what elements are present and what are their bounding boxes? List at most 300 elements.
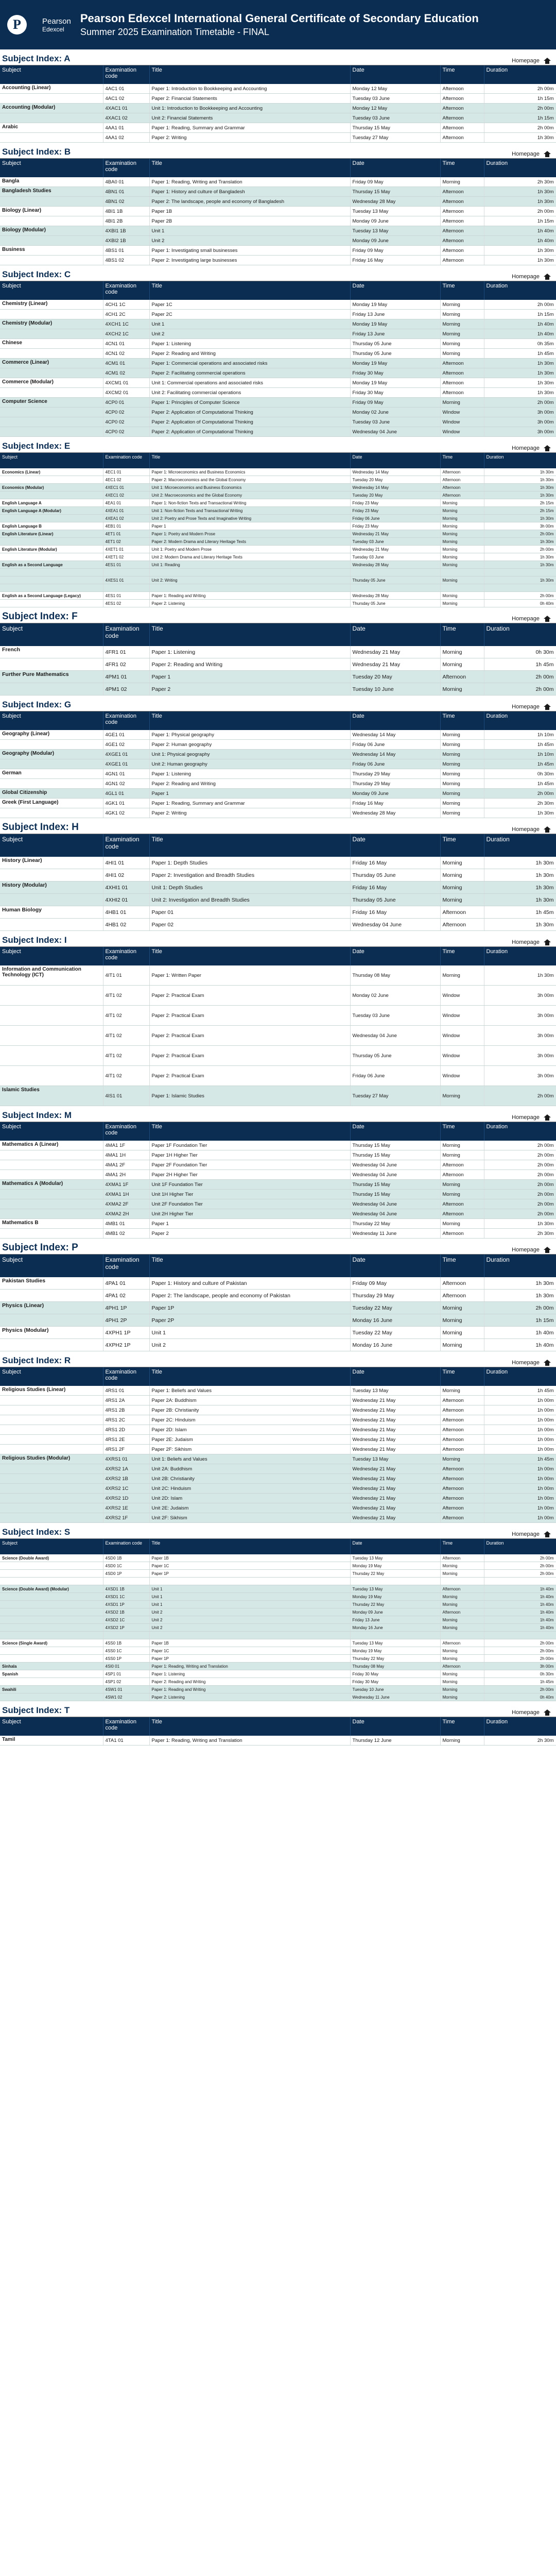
duration-cell: 1h 30m	[484, 869, 556, 882]
pearson-p-icon: P	[7, 15, 27, 35]
title-cell: Paper 2P	[149, 1314, 350, 1327]
table-row	[0, 1425, 556, 1435]
table-row	[0, 359, 556, 368]
subject-cell	[0, 1593, 103, 1601]
table-row	[0, 683, 556, 696]
title-cell: Paper 1: Microeconomics and Business Economics	[149, 468, 350, 476]
section-title: Subject Index: M	[2, 1110, 72, 1120]
subject-cell: Commerce (Linear)	[0, 359, 103, 368]
date-cell: Friday 23 May	[350, 507, 440, 515]
table-row	[0, 1066, 556, 1086]
title-cell: Unit 2: Financial Statements	[149, 113, 350, 123]
homepage-link[interactable]	[512, 704, 551, 710]
title-cell: Unit 2A: Buddhism	[149, 1464, 350, 1474]
duration-cell: 1h 30m	[484, 378, 556, 388]
exam-code-cell: 4XRS2 1C	[103, 1484, 149, 1494]
column-header: Examination code	[103, 281, 149, 300]
table-row	[0, 553, 556, 561]
time-cell: Afternoon	[440, 246, 484, 256]
table-row	[0, 319, 556, 329]
title-cell: Paper 2: Financial Statements	[149, 94, 350, 104]
exam-code-cell: 4MA1 1H	[103, 1150, 149, 1160]
date-cell: Wednesday 21 May	[350, 646, 440, 658]
subject-cell	[0, 553, 103, 561]
homepage-link[interactable]	[512, 939, 551, 945]
subject-cell: Swahili	[0, 1686, 103, 1693]
time-cell: Morning	[440, 300, 484, 310]
exam-code-cell	[103, 584, 149, 592]
subject-cell: Bangla	[0, 177, 103, 187]
table-row	[0, 187, 556, 197]
subject-cell	[0, 759, 103, 769]
timetable-table	[0, 623, 556, 696]
table-header-row	[0, 65, 556, 84]
duration-cell: 1h 40m	[484, 1339, 556, 1351]
table-row	[0, 740, 556, 750]
time-cell: Afternoon	[440, 1425, 484, 1435]
title-cell: Paper 2: Writing	[149, 133, 350, 143]
time-cell: Morning	[440, 1141, 484, 1150]
subject-cell: Geography (Modular)	[0, 750, 103, 759]
duration-cell: 1h 30m	[484, 246, 556, 256]
exam-code-cell: 4XRS1 01	[103, 1454, 149, 1464]
time-cell: Window	[440, 1066, 484, 1086]
date-cell: Tuesday 27 May	[350, 1086, 440, 1106]
page-title: Pearson Edexcel International General Certificate of Secondary Education	[80, 12, 479, 25]
duration-cell: 1h 00m	[484, 1503, 556, 1513]
exam-code-cell: 4ET1 01	[103, 530, 149, 538]
exam-code-cell: 4EC1 02	[103, 476, 149, 484]
title-cell: Paper 2B	[149, 216, 350, 226]
subject-cell	[0, 1624, 103, 1632]
exam-code-cell: 4XSD1 1P	[103, 1601, 149, 1608]
time-cell: Afternoon	[440, 388, 484, 398]
duration-cell: 3h 00m	[484, 986, 556, 1006]
date-cell: Friday 16 May	[350, 906, 440, 919]
date-cell: Wednesday 21 May	[350, 1513, 440, 1523]
duration-cell: 1h 00m	[484, 1484, 556, 1494]
homepage-link[interactable]	[512, 151, 551, 157]
date-cell: Wednesday 21 May	[350, 1396, 440, 1405]
date-cell: Tuesday 13 May	[350, 226, 440, 236]
title-cell: Paper 2: Practical Exam	[149, 1026, 350, 1046]
date-cell: Wednesday 21 May	[350, 546, 440, 553]
date-cell: Wednesday 04 June	[350, 1170, 440, 1180]
column-header: Examination code	[103, 1539, 149, 1554]
duration-cell: 1h 30m	[484, 359, 556, 368]
subject-cell	[0, 1484, 103, 1494]
date-cell: Thursday 15 May	[350, 123, 440, 133]
column-header: Title	[149, 281, 350, 300]
exam-code-cell: 4XEA1 02	[103, 515, 149, 522]
table-row	[0, 671, 556, 683]
date-cell: Wednesday 04 June	[350, 1199, 440, 1209]
subject-cell: English as a Second Language (Legacy)	[0, 592, 103, 600]
homepage-link[interactable]	[512, 274, 551, 280]
title-cell: Paper 1: Introduction to Bookkeeping and Accounting	[149, 84, 350, 94]
table-row	[0, 1601, 556, 1608]
table-row	[0, 965, 556, 986]
table-row	[0, 530, 556, 538]
home-icon	[544, 274, 551, 280]
time-cell: Morning	[440, 1624, 484, 1632]
column-header: Examination code	[103, 623, 149, 646]
title-cell: Paper 1C	[149, 300, 350, 310]
date-cell: Thursday 05 June	[350, 349, 440, 359]
homepage-label: Homepage	[512, 704, 540, 710]
subject-index-section	[0, 54, 556, 143]
subject-index-section	[0, 822, 556, 931]
homepage-link[interactable]	[512, 826, 551, 833]
time-cell: Morning	[440, 600, 484, 607]
title-cell: Unit 2: Poetry and Prose Texts and Imaginative Writing	[149, 515, 350, 522]
subject-cell	[0, 94, 103, 104]
duration-cell: 1h 15m	[484, 216, 556, 226]
home-icon	[544, 616, 551, 622]
time-cell: Morning	[440, 658, 484, 671]
timetable-table	[0, 453, 556, 607]
column-header: Date	[350, 1539, 440, 1554]
title-cell: Paper 2: Listening	[149, 600, 350, 607]
exam-code-cell: 4CM1 02	[103, 368, 149, 378]
table-row	[0, 123, 556, 133]
subject-cell	[0, 919, 103, 931]
date-cell: Friday 30 May	[350, 388, 440, 398]
column-header: Date	[350, 623, 440, 646]
subject-cell	[0, 1170, 103, 1180]
exam-code-cell: 4GK1 01	[103, 799, 149, 808]
timetable-table	[0, 1367, 556, 1523]
date-cell: Monday 19 May	[350, 319, 440, 329]
duration-cell: 1h 00m	[484, 1396, 556, 1405]
table-row	[0, 538, 556, 546]
subject-cell	[0, 368, 103, 378]
table-row	[0, 1693, 556, 1701]
subject-cell	[0, 1570, 103, 1578]
title-cell: Paper 2: Listening	[149, 1693, 350, 1701]
title-cell	[149, 1632, 350, 1639]
homepage-label: Homepage	[512, 1709, 540, 1716]
title-cell: Unit 2: Modern Drama and Literary Heritage Texts	[149, 553, 350, 561]
duration-cell: 2h 00m	[484, 1655, 556, 1663]
date-cell: Wednesday 21 May	[350, 1474, 440, 1484]
subject-index-section	[0, 1355, 556, 1523]
duration-cell: 1h 45m	[484, 740, 556, 750]
duration-cell: 3h 00m	[484, 1066, 556, 1086]
title-cell: Paper 1: Reading, Writing and Translation	[149, 177, 350, 187]
title-cell: Paper 2: Human geography	[149, 740, 350, 750]
table-row	[0, 398, 556, 408]
exam-code-cell: 4RS1 2D	[103, 1425, 149, 1435]
title-cell: Unit 1	[149, 1593, 350, 1601]
title-cell: Paper 2F: Sikhism	[149, 1445, 350, 1454]
duration-cell: 2h 00m	[484, 1562, 556, 1570]
subject-cell	[0, 408, 103, 417]
exam-code-cell: 4SP1 01	[103, 1670, 149, 1678]
homepage-link[interactable]	[512, 616, 551, 622]
date-cell: Tuesday 03 June	[350, 1006, 440, 1026]
timetable-table	[0, 1255, 556, 1351]
table-row	[0, 522, 556, 530]
table-row	[0, 388, 556, 398]
duration-cell: 0h 35m	[484, 339, 556, 349]
title-cell: Unit 1: Non-fiction Texts and Transactional Writing	[149, 507, 350, 515]
homepage-link[interactable]	[512, 1709, 551, 1716]
column-header: Date	[350, 1717, 440, 1736]
subject-cell	[0, 515, 103, 522]
table-row	[0, 368, 556, 378]
date-cell: Wednesday 21 May	[350, 1464, 440, 1474]
table-row	[0, 1290, 556, 1302]
subject-index-section	[0, 700, 556, 818]
section-title-row	[0, 612, 556, 623]
column-header: Time	[440, 1122, 484, 1141]
column-header: Date	[350, 159, 440, 177]
title-cell: Unit 2E: Judaism	[149, 1503, 350, 1513]
subject-cell: Physics (Linear)	[0, 1302, 103, 1314]
duration-cell: 1h 15m	[484, 94, 556, 104]
duration-cell: 2h 00m	[484, 1209, 556, 1219]
exam-code-cell: 4XSD1 1C	[103, 1593, 149, 1601]
title-cell: Paper 2E: Judaism	[149, 1435, 350, 1445]
section-title: Subject Index: P	[2, 1242, 78, 1253]
duration-cell: 2h 00m	[484, 300, 556, 310]
subject-cell: Economics (Linear)	[0, 468, 103, 476]
homepage-link[interactable]	[512, 1360, 551, 1366]
date-cell: Monday 12 May	[350, 84, 440, 94]
date-cell: Wednesday 04 June	[350, 427, 440, 437]
time-cell: Morning	[440, 1601, 484, 1608]
table-row	[0, 1686, 556, 1693]
title-cell: Paper 2: Modern Drama and Literary Heritage Texts	[149, 538, 350, 546]
subject-index-section	[0, 1110, 556, 1239]
time-cell: Morning	[440, 538, 484, 546]
date-cell: Wednesday 21 May	[350, 1415, 440, 1425]
date-cell: Thursday 22 May	[350, 1601, 440, 1608]
duration-cell: 2h 00m	[484, 546, 556, 553]
title-cell: Paper 1: Beliefs and Values	[149, 1386, 350, 1396]
time-cell: Afternoon	[440, 1513, 484, 1523]
date-cell: Thursday 15 May	[350, 1150, 440, 1160]
title-cell: Unit 2	[149, 1339, 350, 1351]
time-cell: Afternoon	[440, 104, 484, 113]
column-header: Title	[149, 711, 350, 730]
time-cell: Window	[440, 408, 484, 417]
table-row	[0, 476, 556, 484]
exam-code-cell: 4XCH2 1C	[103, 329, 149, 339]
table-row	[0, 499, 556, 507]
exam-code-cell: 4XCH1 1C	[103, 319, 149, 329]
table-row	[0, 1302, 556, 1314]
subject-cell	[0, 600, 103, 607]
time-cell: Afternoon	[440, 378, 484, 388]
homepage-label: Homepage	[512, 826, 540, 833]
time-cell: Afternoon	[440, 1396, 484, 1405]
date-cell: Friday 16 May	[350, 799, 440, 808]
exam-code-cell: 4XBI2 1B	[103, 236, 149, 246]
duration-cell: 1h 30m	[484, 919, 556, 931]
homepage-link[interactable]	[512, 1247, 551, 1253]
duration-cell: 1h 00m	[484, 1474, 556, 1484]
exam-code-cell: 4GK1 02	[103, 808, 149, 818]
title-cell: Paper 1: Poetry and Modern Prose	[149, 530, 350, 538]
table-row	[0, 104, 556, 113]
date-cell: Monday 16 June	[350, 1624, 440, 1632]
duration-cell: 1h 30m	[484, 1277, 556, 1290]
section-title-row	[0, 1355, 556, 1367]
title-cell: Paper 1: Principles of Computer Science	[149, 398, 350, 408]
subject-cell: Business	[0, 246, 103, 256]
title-cell: Unit 2: Human geography	[149, 759, 350, 769]
title-cell: Unit 1: Microeconomics and Business Economics	[149, 484, 350, 492]
date-cell: Friday 23 May	[350, 522, 440, 530]
duration-cell: 2h 00m	[484, 1141, 556, 1150]
homepage-label: Homepage	[512, 1531, 540, 1537]
title-cell: Unit 2	[149, 329, 350, 339]
subject-cell	[0, 1578, 103, 1585]
subject-index-section	[0, 1243, 556, 1351]
exam-code-cell: 4XGE1 01	[103, 750, 149, 759]
duration-cell: 2h 00m	[484, 1554, 556, 1562]
exam-code-cell: 4EB1 01	[103, 522, 149, 530]
exam-code-cell: 4MB1 02	[103, 1229, 149, 1239]
table-row	[0, 894, 556, 906]
duration-cell: 1h 15m	[484, 1314, 556, 1327]
table-header-row	[0, 1255, 556, 1277]
table-row	[0, 857, 556, 869]
homepage-link[interactable]	[512, 1531, 551, 1537]
title-cell: Paper 1C	[149, 1562, 350, 1570]
column-header: Time	[440, 947, 484, 965]
exam-code-cell: 4CP0 02	[103, 408, 149, 417]
table-row	[0, 492, 556, 499]
exam-code-cell: 4XCM1 01	[103, 378, 149, 388]
duration-cell: 1h 00m	[484, 1415, 556, 1425]
title-cell: Paper 2: Writing	[149, 808, 350, 818]
table-row	[0, 468, 556, 476]
exam-code-cell: 4IT1 02	[103, 986, 149, 1006]
title-cell: Unit 2	[149, 236, 350, 246]
table-row	[0, 779, 556, 789]
subject-cell	[0, 658, 103, 671]
section-title-row	[0, 1527, 556, 1539]
column-header: Title	[149, 1367, 350, 1386]
title-cell: Paper 1H Higher Tier	[149, 1150, 350, 1160]
date-cell: Wednesday 28 May	[350, 808, 440, 818]
table-row	[0, 546, 556, 553]
subject-cell: Chemistry (Linear)	[0, 300, 103, 310]
table-row	[0, 592, 556, 600]
subject-cell	[0, 683, 103, 696]
duration-cell: 1h 30m	[484, 577, 556, 584]
time-cell: Morning	[440, 1693, 484, 1701]
subject-cell: Chemistry (Modular)	[0, 319, 103, 329]
section-title: Subject Index: S	[2, 1527, 71, 1537]
table-row	[0, 919, 556, 931]
title-cell	[149, 584, 350, 592]
homepage-link[interactable]	[512, 445, 551, 451]
subject-cell: Science (Double Award) (Modular)	[0, 1585, 103, 1593]
date-cell: Wednesday 14 May	[350, 484, 440, 492]
exam-code-cell: 4XSD1 1B	[103, 1585, 149, 1593]
section-title: Subject Index: I	[2, 935, 67, 945]
time-cell: Afternoon	[440, 1503, 484, 1513]
date-cell: Tuesday 20 May	[350, 671, 440, 683]
time-cell	[440, 1578, 484, 1585]
table-row	[0, 750, 556, 759]
exam-code-cell: 4MA1 2F	[103, 1160, 149, 1170]
table-row	[0, 1678, 556, 1686]
duration-cell: 1h 00m	[484, 1405, 556, 1415]
duration-cell: 1h 40m	[484, 1601, 556, 1608]
subject-cell: Science (Single Award)	[0, 1639, 103, 1647]
exam-code-cell: 4CH1 2C	[103, 310, 149, 319]
date-cell: Monday 19 May	[350, 1647, 440, 1655]
time-cell: Afternoon	[440, 1484, 484, 1494]
duration-cell: 1h 45m	[484, 906, 556, 919]
exam-code-cell: 4MB1 01	[103, 1219, 149, 1229]
table-row	[0, 216, 556, 226]
table-row	[0, 417, 556, 427]
title-cell: Unit 2F Foundation Tier	[149, 1199, 350, 1209]
duration-cell: 1h 00m	[484, 1464, 556, 1474]
duration-cell: 2h 00m	[484, 592, 556, 600]
title-cell: Paper 1: History and culture of Bangladesh	[149, 187, 350, 197]
subject-cell	[0, 216, 103, 226]
exam-code-cell: 4XRS2 1E	[103, 1503, 149, 1513]
duration-cell: 1h 45m	[484, 1386, 556, 1396]
homepage-link[interactable]	[512, 58, 551, 64]
subject-cell	[0, 133, 103, 143]
title-cell: Paper 1: Listening	[149, 646, 350, 658]
table-row	[0, 1554, 556, 1562]
duration-cell: 2h 00m	[484, 1150, 556, 1160]
duration-cell: 1h 00m	[484, 1445, 556, 1454]
title-cell: Paper 1P	[149, 1655, 350, 1663]
subject-cell: History (Linear)	[0, 857, 103, 869]
title-cell: Unit 2B: Christianity	[149, 1474, 350, 1484]
exam-code-cell: 4GN1 02	[103, 779, 149, 789]
title-cell: Paper 1: Physical geography	[149, 730, 350, 740]
subject-cell: Biology (Linear)	[0, 207, 103, 216]
duration-cell: 1h 30m	[484, 553, 556, 561]
title-cell: Unit 1H Higher Tier	[149, 1190, 350, 1199]
subject-cell: Information and Communication Technology (ICT)	[0, 965, 103, 986]
column-header: Time	[440, 711, 484, 730]
date-cell: Tuesday 13 May	[350, 1585, 440, 1593]
table-row	[0, 197, 556, 207]
exam-code-cell: 4BI1 1B	[103, 207, 149, 216]
home-icon	[544, 151, 551, 157]
exam-code-cell: 4CM1 01	[103, 359, 149, 368]
date-cell: Wednesday 04 June	[350, 1026, 440, 1046]
title-cell: Unit 2	[149, 1624, 350, 1632]
subject-cell: Computer Science	[0, 398, 103, 408]
table-header-row	[0, 834, 556, 857]
table-row	[0, 113, 556, 123]
exam-code-cell: 4SW1 01	[103, 1686, 149, 1693]
homepage-link[interactable]	[512, 1114, 551, 1121]
header-text	[80, 11, 479, 38]
duration-cell: 1h 40m	[484, 1327, 556, 1339]
column-header: Duration	[484, 947, 556, 965]
title-cell: Paper 2H Higher Tier	[149, 1170, 350, 1180]
exam-code-cell: 4HB1 02	[103, 919, 149, 931]
title-cell: Paper 1: Listening	[149, 1670, 350, 1678]
subject-cell: German	[0, 769, 103, 779]
home-icon	[544, 1360, 551, 1366]
column-header: Title	[149, 834, 350, 857]
